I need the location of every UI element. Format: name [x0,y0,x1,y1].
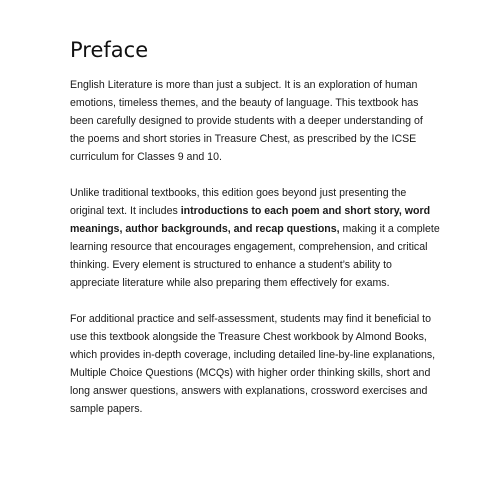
paragraph-features-highlight: introductions to each poem and short story, word meanings, author backgrounds, and recap questions, [70,205,431,235]
paragraph-practice: For additional practice and self-assessment, students may find it beneficial to use this textbook alongside the Treasure Chest workbook by Almond Books, which provides in-depth coverage, including detailed line-by-line explanations, Multiple Choice Questions (MCQs) with higher order thinking skills, short and long answer questions, answers with explanations, crossword exercises and sample papers. [70,313,436,415]
paragraph-features [70,184,440,292]
page-title: Preface [70,38,149,62]
paragraph-intro: English Literature is more than just a subject. It is an exploration of human emotions, timeless themes, and the beauty of language. This textbook has been carefully designed to provide students with a deeper understanding of the poems and short stories in Treasure Chest, as prescribed by the ICSE curriculum for Classes 9 and 10. [70,79,423,163]
preface-page [70,36,440,436]
paragraph-features-lead: Unlike traditional textbooks, this edition goes beyond just presenting the original text. It includes [70,187,407,217]
paragraph-features-tail: making it a complete learning resource that encourages engagement, comprehension, and critical thinking. Every element is structured to enhance a student’s ability to appreciate literature while also preparing them effectively for exams. [70,223,440,289]
